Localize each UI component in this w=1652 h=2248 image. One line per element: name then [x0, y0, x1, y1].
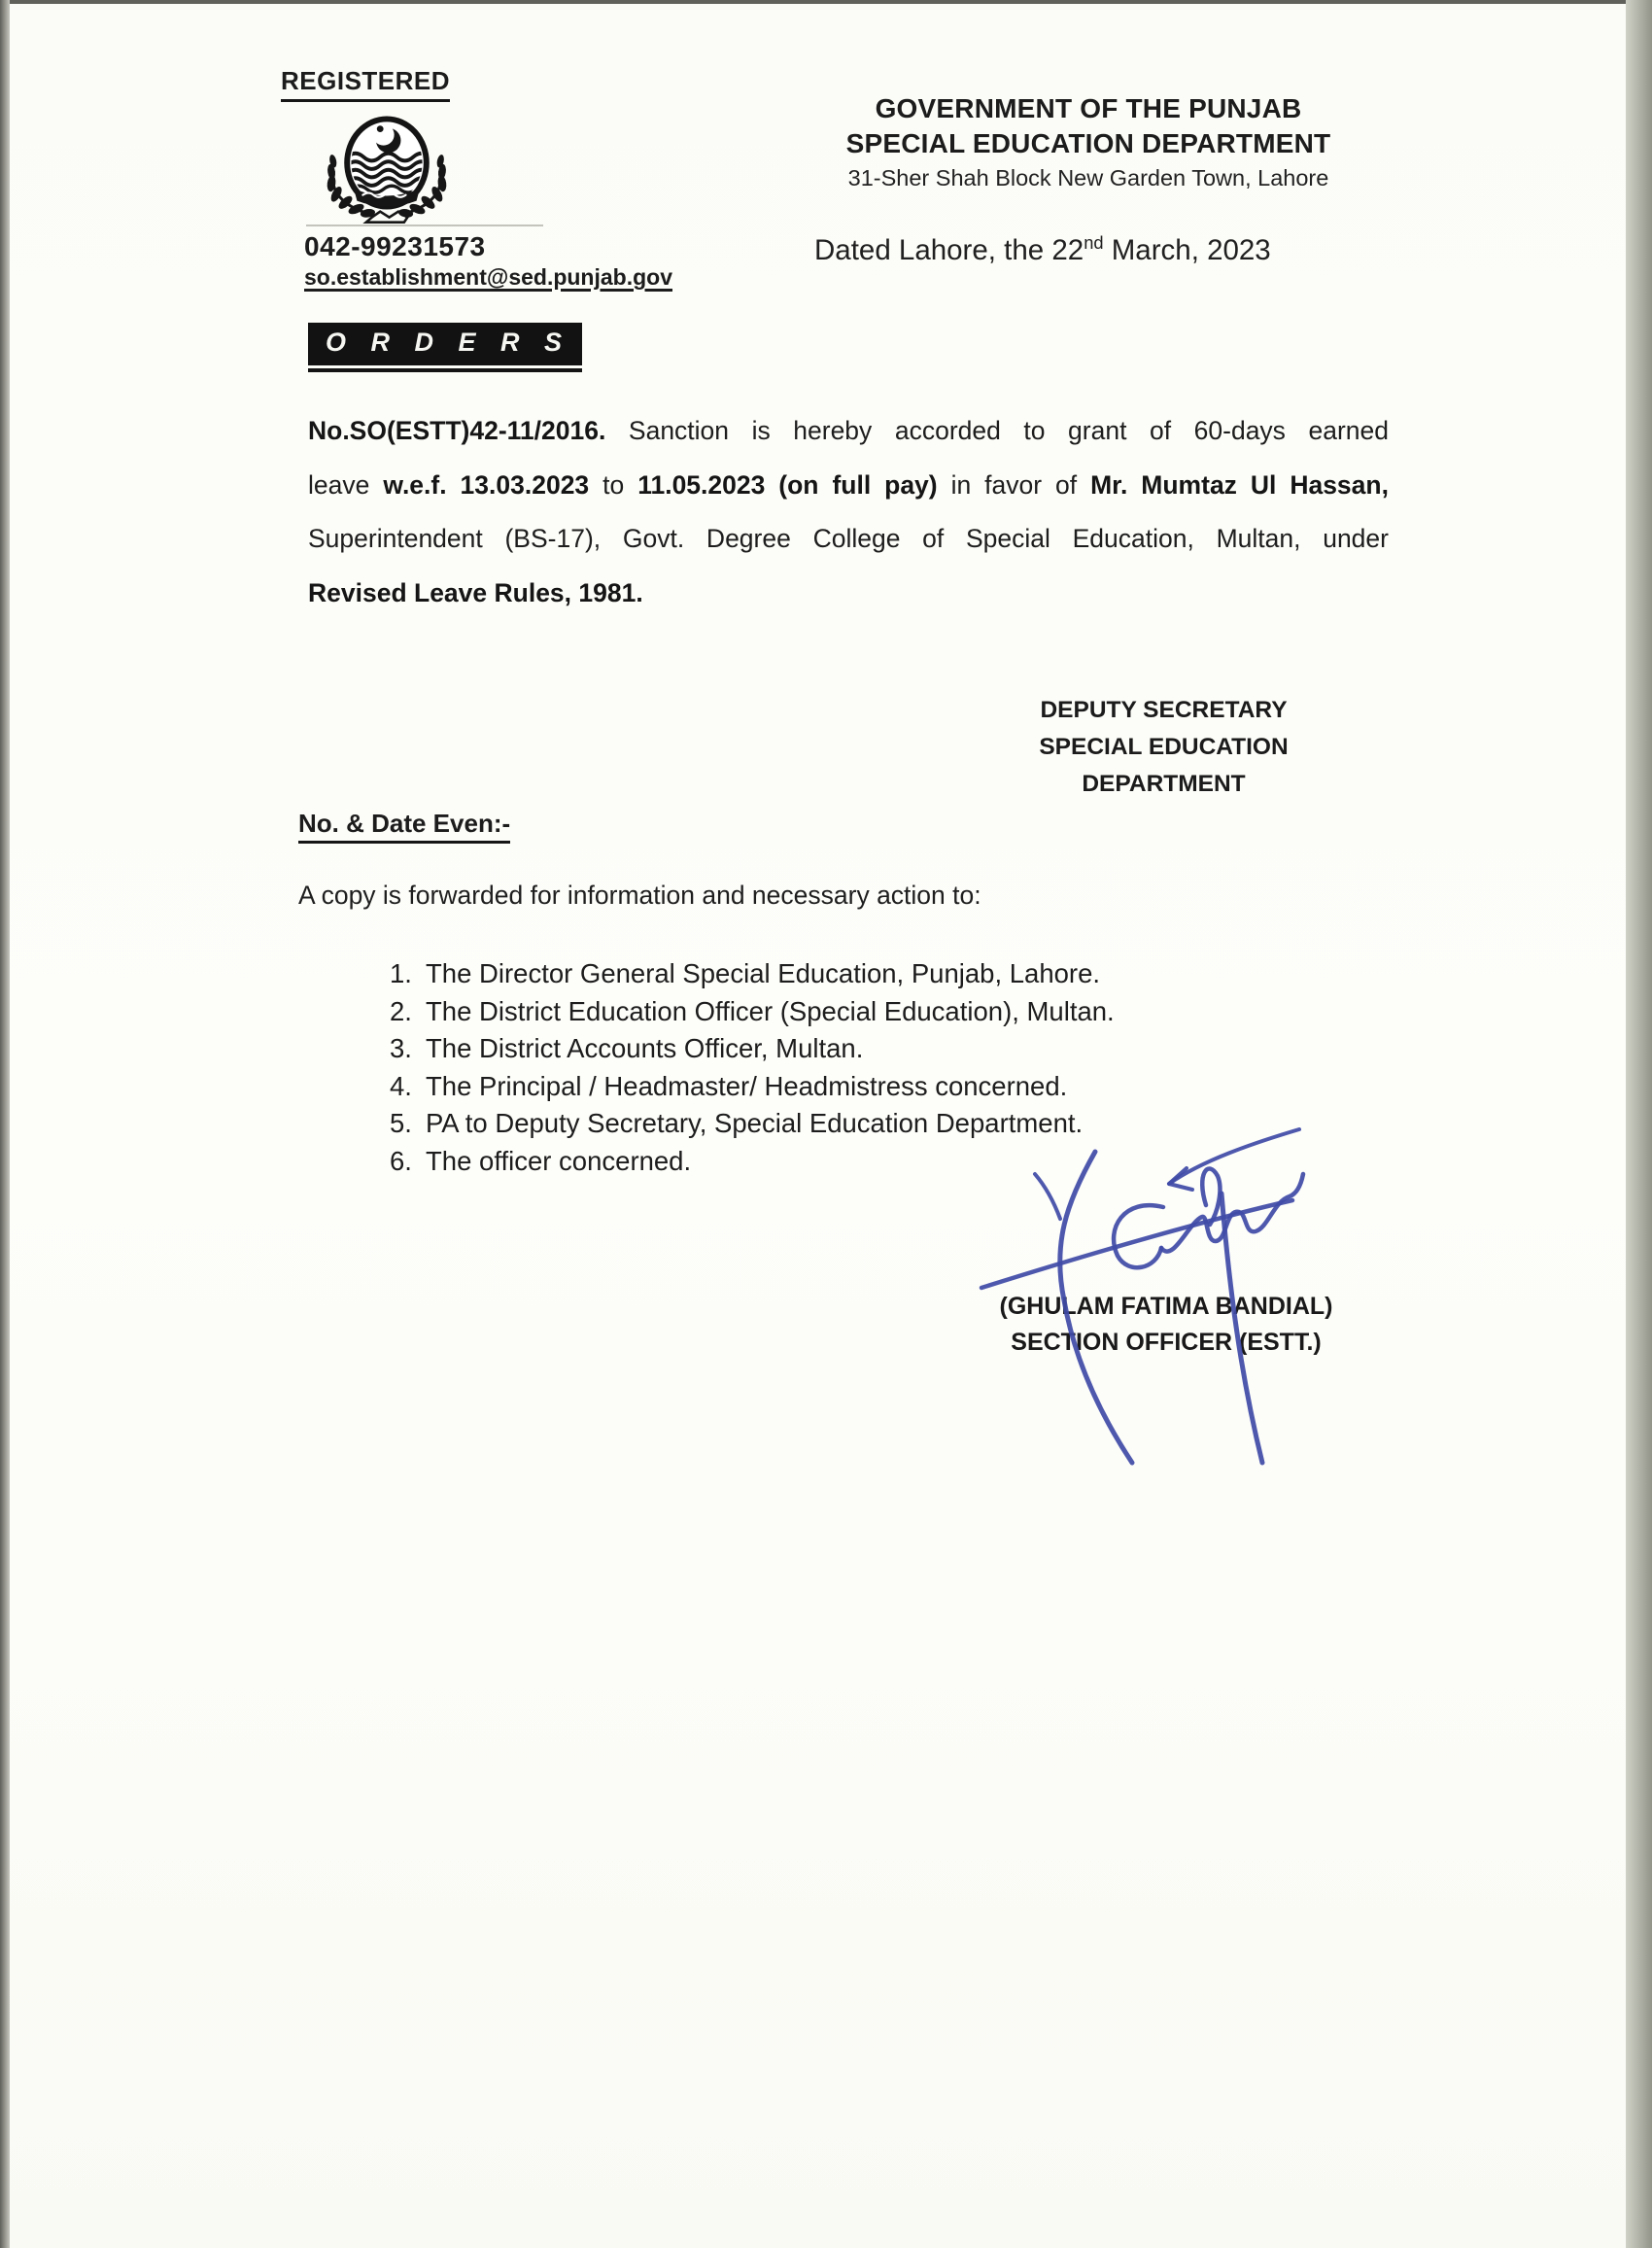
list-item-text: The District Accounts Officer, Multan.	[426, 1033, 864, 1064]
letterhead	[787, 91, 1390, 192]
date-suffix: March, 2023	[1111, 234, 1271, 266]
phone-number: 042-99231573	[304, 231, 486, 261]
list-item-number: 2.	[390, 995, 412, 1026]
list-item-text: The Principal / Headmaster/ Headmistress concerned.	[426, 1070, 1068, 1101]
signature-name: (GHULAM FATIMA BANDIAL)	[999, 1293, 1333, 1320]
signature-title: SECTION OFFICER (ESTT.)	[1011, 1329, 1322, 1356]
signatory-line-1: DEPUTY SECRETARY	[1040, 697, 1288, 723]
order-line-1: No.SO(ESTT)42-11/2016. Sanction is hereby accorded to grant of 60-days earned	[308, 416, 1389, 445]
orders-heading	[308, 323, 582, 372]
crest-underline	[306, 225, 543, 226]
punjab-crest-icon	[304, 109, 469, 233]
list-item-text: The District Education Officer (Special Education), Multan.	[426, 995, 1115, 1026]
scan-edge-left	[0, 0, 10, 2248]
list-item-number: 1.	[390, 958, 412, 988]
list-item	[390, 1030, 1115, 1068]
department-line: SPECIAL EDUCATION DEPARTMENT	[845, 128, 1331, 158]
list-item	[390, 993, 1115, 1031]
list-item	[390, 955, 1115, 993]
address-line: 31-Sher Shah Block New Garden Town, Lahore	[847, 165, 1329, 190]
list-item-number: 3.	[390, 1033, 412, 1064]
list-item-number: 4.	[390, 1070, 412, 1101]
order-line-2: leave w.e.f. 13.03.2023 to 11.05.2023 (on full pay) in favor of Mr. Mumtaz Ul Hassan,	[308, 469, 1389, 500]
list-item-text: The officer concerned.	[426, 1145, 692, 1176]
list-item-number: 6.	[390, 1145, 412, 1176]
scan-edge-top	[0, 0, 1652, 4]
list-item-text: The Director General Special Education, Punjab, Lahore.	[426, 958, 1101, 988]
order-line-3: Superintendent (BS-17), Govt. Degree College of Special Education, Multan, under	[308, 524, 1389, 553]
list-item-number: 5.	[390, 1108, 412, 1139]
date-prefix: Dated Lahore, the 22	[814, 234, 1084, 266]
list-item	[390, 1068, 1115, 1106]
signatory-line-2: SPECIAL EDUCATION	[1039, 734, 1289, 760]
orders-heading-box: O R D E R S	[308, 323, 582, 365]
list-item-text: PA to Deputy Secretary, Special Education Department.	[426, 1108, 1084, 1139]
date-ordinal: nd	[1084, 232, 1104, 254]
date-line	[814, 234, 1271, 267]
government-line: GOVERNMENT OF THE PUNJAB	[875, 93, 1302, 123]
signatory-line-3: DEPARTMENT	[1082, 771, 1246, 797]
no-and-date-even-label: No. & Date Even:-	[298, 809, 510, 844]
order-line-4: Revised Leave Rules, 1981.	[308, 577, 643, 607]
signatory-block	[967, 692, 1360, 803]
email-address: so.establishment@sed.punjab.gov	[304, 264, 672, 290]
order-paragraph	[308, 404, 1389, 620]
registered-label: REGISTERED	[281, 66, 450, 102]
scan-edge-right	[1626, 0, 1652, 2248]
copy-forwarded-line: A copy is forwarded for information and necessary action to:	[298, 881, 981, 910]
signature-ink	[957, 1108, 1326, 1477]
